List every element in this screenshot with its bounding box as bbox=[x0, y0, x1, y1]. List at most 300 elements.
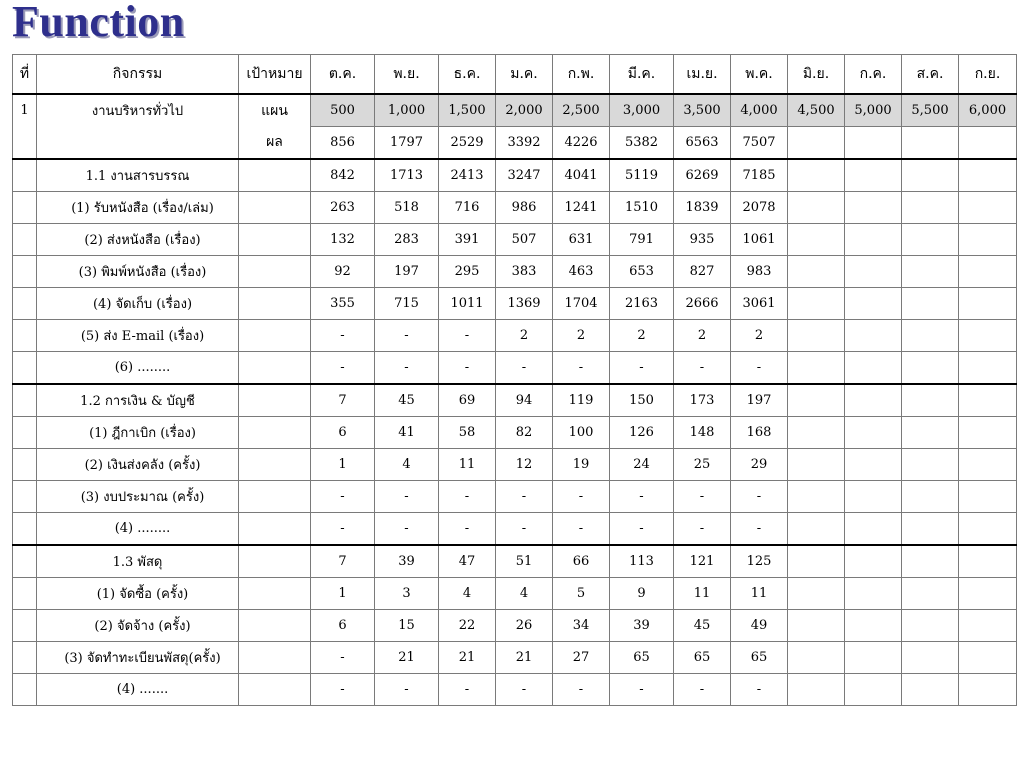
header-month: ส.ค. bbox=[902, 55, 959, 95]
month-value: 173 bbox=[674, 384, 731, 417]
month-value: 113 bbox=[610, 545, 674, 578]
activity-label: (4) ....... bbox=[37, 674, 239, 706]
main-activity: งานบริหารทั่วไป bbox=[37, 94, 239, 127]
month-value: 716 bbox=[439, 192, 496, 224]
plan-value: 4,000 bbox=[731, 94, 788, 127]
row-number-empty bbox=[13, 192, 37, 224]
month-value bbox=[902, 674, 959, 706]
month-value bbox=[845, 159, 902, 192]
month-value: 45 bbox=[674, 610, 731, 642]
month-value: 6 bbox=[311, 417, 375, 449]
row-number-empty bbox=[13, 578, 37, 610]
month-value bbox=[902, 224, 959, 256]
table-row bbox=[13, 288, 1017, 320]
month-value: 11 bbox=[674, 578, 731, 610]
month-value: 5 bbox=[553, 578, 610, 610]
section-label: 1.2 การเงิน & บัญชี bbox=[37, 384, 239, 417]
row-number-empty bbox=[13, 224, 37, 256]
month-value bbox=[788, 513, 845, 546]
header-month: ก.ย. bbox=[959, 55, 1017, 95]
row-number-empty bbox=[13, 481, 37, 513]
header-month: ก.พ. bbox=[553, 55, 610, 95]
month-value: - bbox=[375, 352, 439, 385]
month-value: - bbox=[553, 352, 610, 385]
month-value bbox=[788, 352, 845, 385]
target-empty bbox=[239, 288, 311, 320]
month-value: 121 bbox=[674, 545, 731, 578]
month-value: 82 bbox=[496, 417, 553, 449]
month-value: 4 bbox=[439, 578, 496, 610]
month-value bbox=[788, 159, 845, 192]
result-value: 3392 bbox=[496, 127, 553, 160]
activity-label: (5) ส่ง E-mail (เรื่อง) bbox=[37, 320, 239, 352]
result-value: 1797 bbox=[375, 127, 439, 160]
row-number-empty bbox=[13, 384, 37, 417]
target-empty bbox=[239, 159, 311, 192]
month-value: - bbox=[610, 481, 674, 513]
month-value bbox=[845, 352, 902, 385]
activity-label: (2) เงินส่งคลัง (ครั้ง) bbox=[37, 449, 239, 481]
month-value: 2413 bbox=[439, 159, 496, 192]
month-value bbox=[902, 513, 959, 546]
month-value: 4041 bbox=[553, 159, 610, 192]
month-value: 19 bbox=[553, 449, 610, 481]
month-value: 2 bbox=[731, 320, 788, 352]
result-value bbox=[788, 127, 845, 160]
month-value bbox=[788, 224, 845, 256]
plan-value: 4,500 bbox=[788, 94, 845, 127]
month-value: - bbox=[375, 513, 439, 546]
month-value: 791 bbox=[610, 224, 674, 256]
month-value: 391 bbox=[439, 224, 496, 256]
month-value bbox=[902, 320, 959, 352]
month-value: 2 bbox=[553, 320, 610, 352]
month-value bbox=[959, 320, 1017, 352]
month-value bbox=[959, 642, 1017, 674]
month-value: 3061 bbox=[731, 288, 788, 320]
month-value: 51 bbox=[496, 545, 553, 578]
row-number-empty bbox=[13, 674, 37, 706]
month-value: - bbox=[375, 674, 439, 706]
month-value: 66 bbox=[553, 545, 610, 578]
month-value bbox=[902, 384, 959, 417]
section-row bbox=[13, 384, 1017, 417]
month-value: 69 bbox=[439, 384, 496, 417]
month-value: 1011 bbox=[439, 288, 496, 320]
activity-label: (1) จัดซื้อ (ครั้ง) bbox=[37, 578, 239, 610]
header-month: ก.ค. bbox=[845, 55, 902, 95]
month-value bbox=[902, 449, 959, 481]
month-value bbox=[788, 545, 845, 578]
month-value: 24 bbox=[610, 449, 674, 481]
row-number-empty bbox=[13, 256, 37, 288]
activity-label: (2) จัดจ้าง (ครั้ง) bbox=[37, 610, 239, 642]
month-value bbox=[902, 352, 959, 385]
month-value: 26 bbox=[496, 610, 553, 642]
month-value bbox=[902, 578, 959, 610]
month-value bbox=[959, 545, 1017, 578]
month-value: 2163 bbox=[610, 288, 674, 320]
month-value: 507 bbox=[496, 224, 553, 256]
month-value bbox=[959, 578, 1017, 610]
month-value: 65 bbox=[731, 642, 788, 674]
month-value: - bbox=[610, 352, 674, 385]
month-value bbox=[902, 417, 959, 449]
month-value: - bbox=[311, 513, 375, 546]
plan-value: 3,500 bbox=[674, 94, 731, 127]
month-value bbox=[959, 224, 1017, 256]
month-value: 49 bbox=[731, 610, 788, 642]
month-value bbox=[959, 192, 1017, 224]
month-value: - bbox=[674, 674, 731, 706]
month-value: 9 bbox=[610, 578, 674, 610]
month-value: 2 bbox=[496, 320, 553, 352]
header-month: พ.ย. bbox=[375, 55, 439, 95]
activity-label: (4) จัดเก็บ (เรื่อง) bbox=[37, 288, 239, 320]
month-value bbox=[845, 610, 902, 642]
row-number-empty bbox=[13, 513, 37, 546]
month-value: 1704 bbox=[553, 288, 610, 320]
month-value: 2 bbox=[674, 320, 731, 352]
month-value: 41 bbox=[375, 417, 439, 449]
month-value: - bbox=[731, 674, 788, 706]
month-value bbox=[845, 256, 902, 288]
month-value bbox=[959, 417, 1017, 449]
target-empty bbox=[239, 320, 311, 352]
month-value: - bbox=[553, 513, 610, 546]
month-value: - bbox=[311, 481, 375, 513]
month-value: 3247 bbox=[496, 159, 553, 192]
month-value bbox=[845, 545, 902, 578]
table-row bbox=[13, 449, 1017, 481]
month-value bbox=[788, 417, 845, 449]
month-value bbox=[845, 642, 902, 674]
plan-value: 2,500 bbox=[553, 94, 610, 127]
month-value bbox=[959, 513, 1017, 546]
month-value: 1061 bbox=[731, 224, 788, 256]
month-value bbox=[959, 256, 1017, 288]
month-value bbox=[845, 481, 902, 513]
month-value bbox=[788, 674, 845, 706]
section-label: 1.3 พัสดุ bbox=[37, 545, 239, 578]
month-value bbox=[845, 513, 902, 546]
month-value bbox=[788, 481, 845, 513]
month-value: 58 bbox=[439, 417, 496, 449]
target-empty bbox=[239, 256, 311, 288]
month-value: 21 bbox=[439, 642, 496, 674]
month-value: 653 bbox=[610, 256, 674, 288]
header-month: เม.ย. bbox=[674, 55, 731, 95]
main-activity-cont bbox=[37, 127, 239, 160]
activity-label: (1) ฎีกาเบิก (เรื่อง) bbox=[37, 417, 239, 449]
month-value: 100 bbox=[553, 417, 610, 449]
row-number-empty bbox=[13, 159, 37, 192]
target-empty bbox=[239, 192, 311, 224]
table-row bbox=[13, 674, 1017, 706]
plan-label: แผน bbox=[239, 94, 311, 127]
month-value: 168 bbox=[731, 417, 788, 449]
month-value: - bbox=[553, 674, 610, 706]
month-value: 935 bbox=[674, 224, 731, 256]
target-empty bbox=[239, 449, 311, 481]
month-value: 383 bbox=[496, 256, 553, 288]
month-value bbox=[902, 159, 959, 192]
result-value: 6563 bbox=[674, 127, 731, 160]
target-empty bbox=[239, 224, 311, 256]
month-value bbox=[902, 545, 959, 578]
activity-label: (3) พิมพ์หนังสือ (เรื่อง) bbox=[37, 256, 239, 288]
table-row bbox=[13, 320, 1017, 352]
table-row bbox=[13, 513, 1017, 546]
month-value: - bbox=[731, 352, 788, 385]
month-value: 715 bbox=[375, 288, 439, 320]
month-value: 34 bbox=[553, 610, 610, 642]
month-value: 1241 bbox=[553, 192, 610, 224]
month-value: - bbox=[439, 513, 496, 546]
result-value: 856 bbox=[311, 127, 375, 160]
target-empty bbox=[239, 352, 311, 385]
month-value bbox=[788, 449, 845, 481]
month-value: 119 bbox=[553, 384, 610, 417]
month-value bbox=[959, 352, 1017, 385]
month-value: 29 bbox=[731, 449, 788, 481]
month-value: 150 bbox=[610, 384, 674, 417]
month-value bbox=[788, 320, 845, 352]
month-value: 7 bbox=[311, 384, 375, 417]
month-value bbox=[788, 642, 845, 674]
month-value: 45 bbox=[375, 384, 439, 417]
month-value: 65 bbox=[674, 642, 731, 674]
result-value bbox=[959, 127, 1017, 160]
result-value bbox=[845, 127, 902, 160]
month-value: - bbox=[496, 513, 553, 546]
month-value: - bbox=[496, 352, 553, 385]
month-value: - bbox=[496, 481, 553, 513]
header-month: ต.ค. bbox=[311, 55, 375, 95]
month-value: - bbox=[439, 352, 496, 385]
row-number-empty bbox=[13, 642, 37, 674]
month-value bbox=[845, 578, 902, 610]
header-month: มิ.ย. bbox=[788, 55, 845, 95]
month-value: 47 bbox=[439, 545, 496, 578]
activity-label: (4) ........ bbox=[37, 513, 239, 546]
plan-value: 5,500 bbox=[902, 94, 959, 127]
month-value: 65 bbox=[610, 642, 674, 674]
month-value: 12 bbox=[496, 449, 553, 481]
month-value: 132 bbox=[311, 224, 375, 256]
month-value bbox=[788, 578, 845, 610]
plan-value: 5,000 bbox=[845, 94, 902, 127]
month-value bbox=[845, 449, 902, 481]
result-value bbox=[902, 127, 959, 160]
month-value: 518 bbox=[375, 192, 439, 224]
month-value bbox=[788, 610, 845, 642]
header-month: พ.ค. bbox=[731, 55, 788, 95]
month-value: 283 bbox=[375, 224, 439, 256]
month-value: 125 bbox=[731, 545, 788, 578]
plan-value: 1,500 bbox=[439, 94, 496, 127]
month-value bbox=[902, 256, 959, 288]
month-value bbox=[845, 384, 902, 417]
page-title: Function bbox=[12, 0, 185, 46]
plan-row bbox=[13, 94, 1017, 127]
month-value bbox=[845, 320, 902, 352]
row-number-empty bbox=[13, 352, 37, 385]
month-value: - bbox=[375, 481, 439, 513]
month-value: 1510 bbox=[610, 192, 674, 224]
header-activity: กิจกรรม bbox=[37, 55, 239, 95]
activity-label: (3) จัดทำทะเบียนพัสดุ(ครั้ง) bbox=[37, 642, 239, 674]
month-value: 7 bbox=[311, 545, 375, 578]
month-value bbox=[788, 288, 845, 320]
row-number-empty bbox=[13, 610, 37, 642]
target-empty bbox=[239, 481, 311, 513]
target-empty bbox=[239, 674, 311, 706]
activity-table bbox=[12, 54, 1017, 706]
month-value: 983 bbox=[731, 256, 788, 288]
month-value: 1713 bbox=[375, 159, 439, 192]
target-empty bbox=[239, 545, 311, 578]
month-value: 39 bbox=[610, 610, 674, 642]
month-value bbox=[845, 288, 902, 320]
table-row bbox=[13, 578, 1017, 610]
month-value: 4 bbox=[375, 449, 439, 481]
result-value: 4226 bbox=[553, 127, 610, 160]
month-value: - bbox=[311, 642, 375, 674]
month-value: 27 bbox=[553, 642, 610, 674]
month-value bbox=[845, 674, 902, 706]
month-value: - bbox=[439, 481, 496, 513]
month-value: 21 bbox=[496, 642, 553, 674]
month-value: - bbox=[731, 481, 788, 513]
row-number-empty bbox=[13, 288, 37, 320]
row-number-empty bbox=[13, 320, 37, 352]
target-empty bbox=[239, 642, 311, 674]
month-value: - bbox=[311, 674, 375, 706]
activity-label: (6) ........ bbox=[37, 352, 239, 385]
activity-label: (2) ส่งหนังสือ (เรื่อง) bbox=[37, 224, 239, 256]
month-value: - bbox=[610, 513, 674, 546]
table-row bbox=[13, 642, 1017, 674]
month-value bbox=[902, 288, 959, 320]
month-value: 11 bbox=[731, 578, 788, 610]
result-row bbox=[13, 127, 1017, 160]
header-month: ธ.ค. bbox=[439, 55, 496, 95]
month-value bbox=[959, 159, 1017, 192]
month-value: 1369 bbox=[496, 288, 553, 320]
plan-value: 500 bbox=[311, 94, 375, 127]
section-label: 1.1 งานสารบรรณ bbox=[37, 159, 239, 192]
month-value bbox=[845, 224, 902, 256]
month-value: 827 bbox=[674, 256, 731, 288]
plan-value: 6,000 bbox=[959, 94, 1017, 127]
month-value bbox=[959, 384, 1017, 417]
plan-value: 2,000 bbox=[496, 94, 553, 127]
month-value: 1 bbox=[311, 449, 375, 481]
header-month: ม.ค. bbox=[496, 55, 553, 95]
header-no: ที่ bbox=[13, 55, 37, 95]
month-value: 2 bbox=[610, 320, 674, 352]
month-value: 1839 bbox=[674, 192, 731, 224]
month-value: 25 bbox=[674, 449, 731, 481]
month-value: - bbox=[496, 674, 553, 706]
month-value: 3 bbox=[375, 578, 439, 610]
target-empty bbox=[239, 417, 311, 449]
month-value: 39 bbox=[375, 545, 439, 578]
table-row bbox=[13, 256, 1017, 288]
month-value: 986 bbox=[496, 192, 553, 224]
result-label: ผล bbox=[239, 127, 311, 160]
month-value: 355 bbox=[311, 288, 375, 320]
month-value bbox=[788, 256, 845, 288]
month-value: 22 bbox=[439, 610, 496, 642]
table-row bbox=[13, 224, 1017, 256]
month-value: - bbox=[674, 352, 731, 385]
month-value: 5119 bbox=[610, 159, 674, 192]
month-value: 2078 bbox=[731, 192, 788, 224]
row-number-empty bbox=[13, 545, 37, 578]
month-value: - bbox=[439, 320, 496, 352]
month-value: 463 bbox=[553, 256, 610, 288]
month-value: 197 bbox=[731, 384, 788, 417]
month-value: 92 bbox=[311, 256, 375, 288]
month-value: - bbox=[553, 481, 610, 513]
month-value: 21 bbox=[375, 642, 439, 674]
target-empty bbox=[239, 610, 311, 642]
month-value: - bbox=[439, 674, 496, 706]
header-month: มี.ค. bbox=[610, 55, 674, 95]
table-row bbox=[13, 610, 1017, 642]
table-row bbox=[13, 352, 1017, 385]
month-value bbox=[845, 192, 902, 224]
activity-label: (3) งบประมาณ (ครั้ง) bbox=[37, 481, 239, 513]
month-value: 148 bbox=[674, 417, 731, 449]
month-value: 6 bbox=[311, 610, 375, 642]
month-value bbox=[902, 481, 959, 513]
month-value bbox=[959, 481, 1017, 513]
month-value bbox=[902, 642, 959, 674]
month-value: - bbox=[375, 320, 439, 352]
section-row bbox=[13, 159, 1017, 192]
month-value: 2666 bbox=[674, 288, 731, 320]
month-value: 631 bbox=[553, 224, 610, 256]
row-number-empty bbox=[13, 417, 37, 449]
month-value: 4 bbox=[496, 578, 553, 610]
month-value: 15 bbox=[375, 610, 439, 642]
result-value: 2529 bbox=[439, 127, 496, 160]
month-value bbox=[959, 449, 1017, 481]
target-empty bbox=[239, 578, 311, 610]
month-value: - bbox=[311, 352, 375, 385]
month-value bbox=[959, 288, 1017, 320]
month-value: 263 bbox=[311, 192, 375, 224]
row-number-cont bbox=[13, 127, 37, 160]
month-value: 1 bbox=[311, 578, 375, 610]
plan-value: 1,000 bbox=[375, 94, 439, 127]
month-value: 126 bbox=[610, 417, 674, 449]
month-value bbox=[788, 192, 845, 224]
activity-label: (1) รับหนังสือ (เรื่อง/เล่ม) bbox=[37, 192, 239, 224]
row-number-empty bbox=[13, 449, 37, 481]
header-target: เป้าหมาย bbox=[239, 55, 311, 95]
month-value: 295 bbox=[439, 256, 496, 288]
month-value: 842 bbox=[311, 159, 375, 192]
month-value: 11 bbox=[439, 449, 496, 481]
result-value: 7507 bbox=[731, 127, 788, 160]
plan-value: 3,000 bbox=[610, 94, 674, 127]
month-value: 197 bbox=[375, 256, 439, 288]
month-value bbox=[959, 674, 1017, 706]
